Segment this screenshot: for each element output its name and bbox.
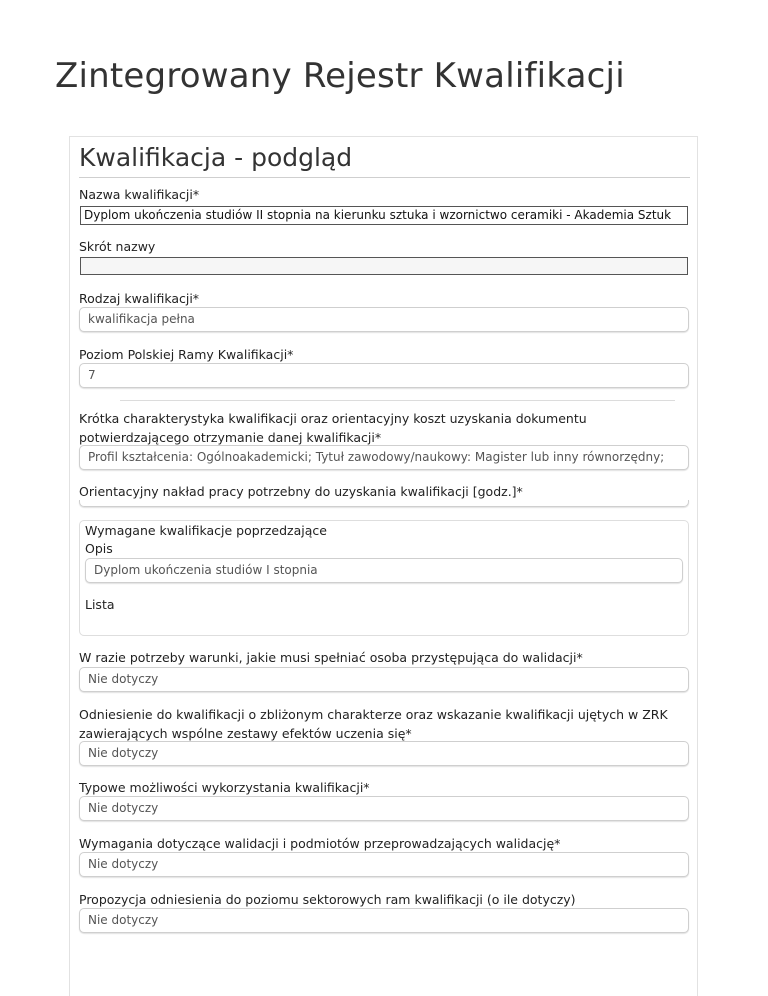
warunki-label: W razie potrzeby warunki, jakie musi spełniać osoba przystępująca do walidacji* <box>79 650 583 665</box>
wymagania-field[interactable]: Nie dotyczy <box>79 852 689 877</box>
panel-title: Kwalifikacja - podgląd <box>79 143 353 172</box>
skrot-field[interactable] <box>80 257 688 275</box>
wymagania-label: Wymagania dotyczące walidacji i podmiotów przeprowadzających walidację* <box>79 836 561 851</box>
propozycja-field[interactable]: Nie dotyczy <box>79 908 689 933</box>
mozliwosci-label: Typowe możliwości wykorzystania kwalifikacji* <box>79 780 370 795</box>
skrot-label: Skrót nazwy <box>79 239 156 254</box>
charakterystyka-label: Krótka charakterystyka kwalifikacji oraz orientacyjny koszt uzyskania dokumentu potwierdzającego otrzymanie danej kwalifikacji* <box>79 411 587 445</box>
rodzaj-field[interactable]: kwalifikacja pełna <box>79 307 689 332</box>
page-title: Zintegrowany Rejestr Kwalifikacji <box>55 56 625 96</box>
nazwa-field[interactable]: Dyplom ukończenia studiów II stopnia na kierunku sztuka i wzornictwo ceramiki - Akademia Sztuk <box>80 206 688 225</box>
poziom-label: Poziom Polskiej Ramy Kwalifikacji* <box>79 347 294 362</box>
warunki-field[interactable]: Nie dotyczy <box>79 667 689 692</box>
naklad-field[interactable] <box>79 500 689 507</box>
opis-field[interactable]: Dyplom ukończenia studiów I stopnia <box>85 558 683 583</box>
rodzaj-label: Rodzaj kwalifikacji* <box>79 291 200 306</box>
odniesienie-label: Odniesienie do kwalifikacji o zbliżonym charakterze oraz wskazanie kwalifikacji ujętych w ZRK zawierających wspólne zestawy efektów uczenia się* <box>79 707 668 741</box>
poprzedzajace-title: Wymagane kwalifikacje poprzedzające <box>85 523 327 538</box>
poziom-field[interactable]: 7 <box>79 363 689 388</box>
panel-title-divider <box>79 177 690 178</box>
section-divider <box>120 400 675 401</box>
naklad-label: Orientacyjny nakład pracy potrzebny do uzyskania kwalifikacji [godz.]* <box>79 484 523 499</box>
charakterystyka-field[interactable]: Profil kształcenia: Ogólnoakademicki; Tytuł zawodowy/naukowy: Magister lub inny równorzędny; <box>79 445 689 470</box>
lista-label: Lista <box>85 597 115 612</box>
mozliwosci-field[interactable]: Nie dotyczy <box>79 796 689 821</box>
odniesienie-field[interactable]: Nie dotyczy <box>79 741 689 766</box>
opis-label: Opis <box>85 541 113 556</box>
nazwa-label: Nazwa kwalifikacji* <box>79 187 200 202</box>
propozycja-label: Propozycja odniesienia do poziomu sektorowych ram kwalifikacji (o ile dotyczy) <box>79 892 576 907</box>
